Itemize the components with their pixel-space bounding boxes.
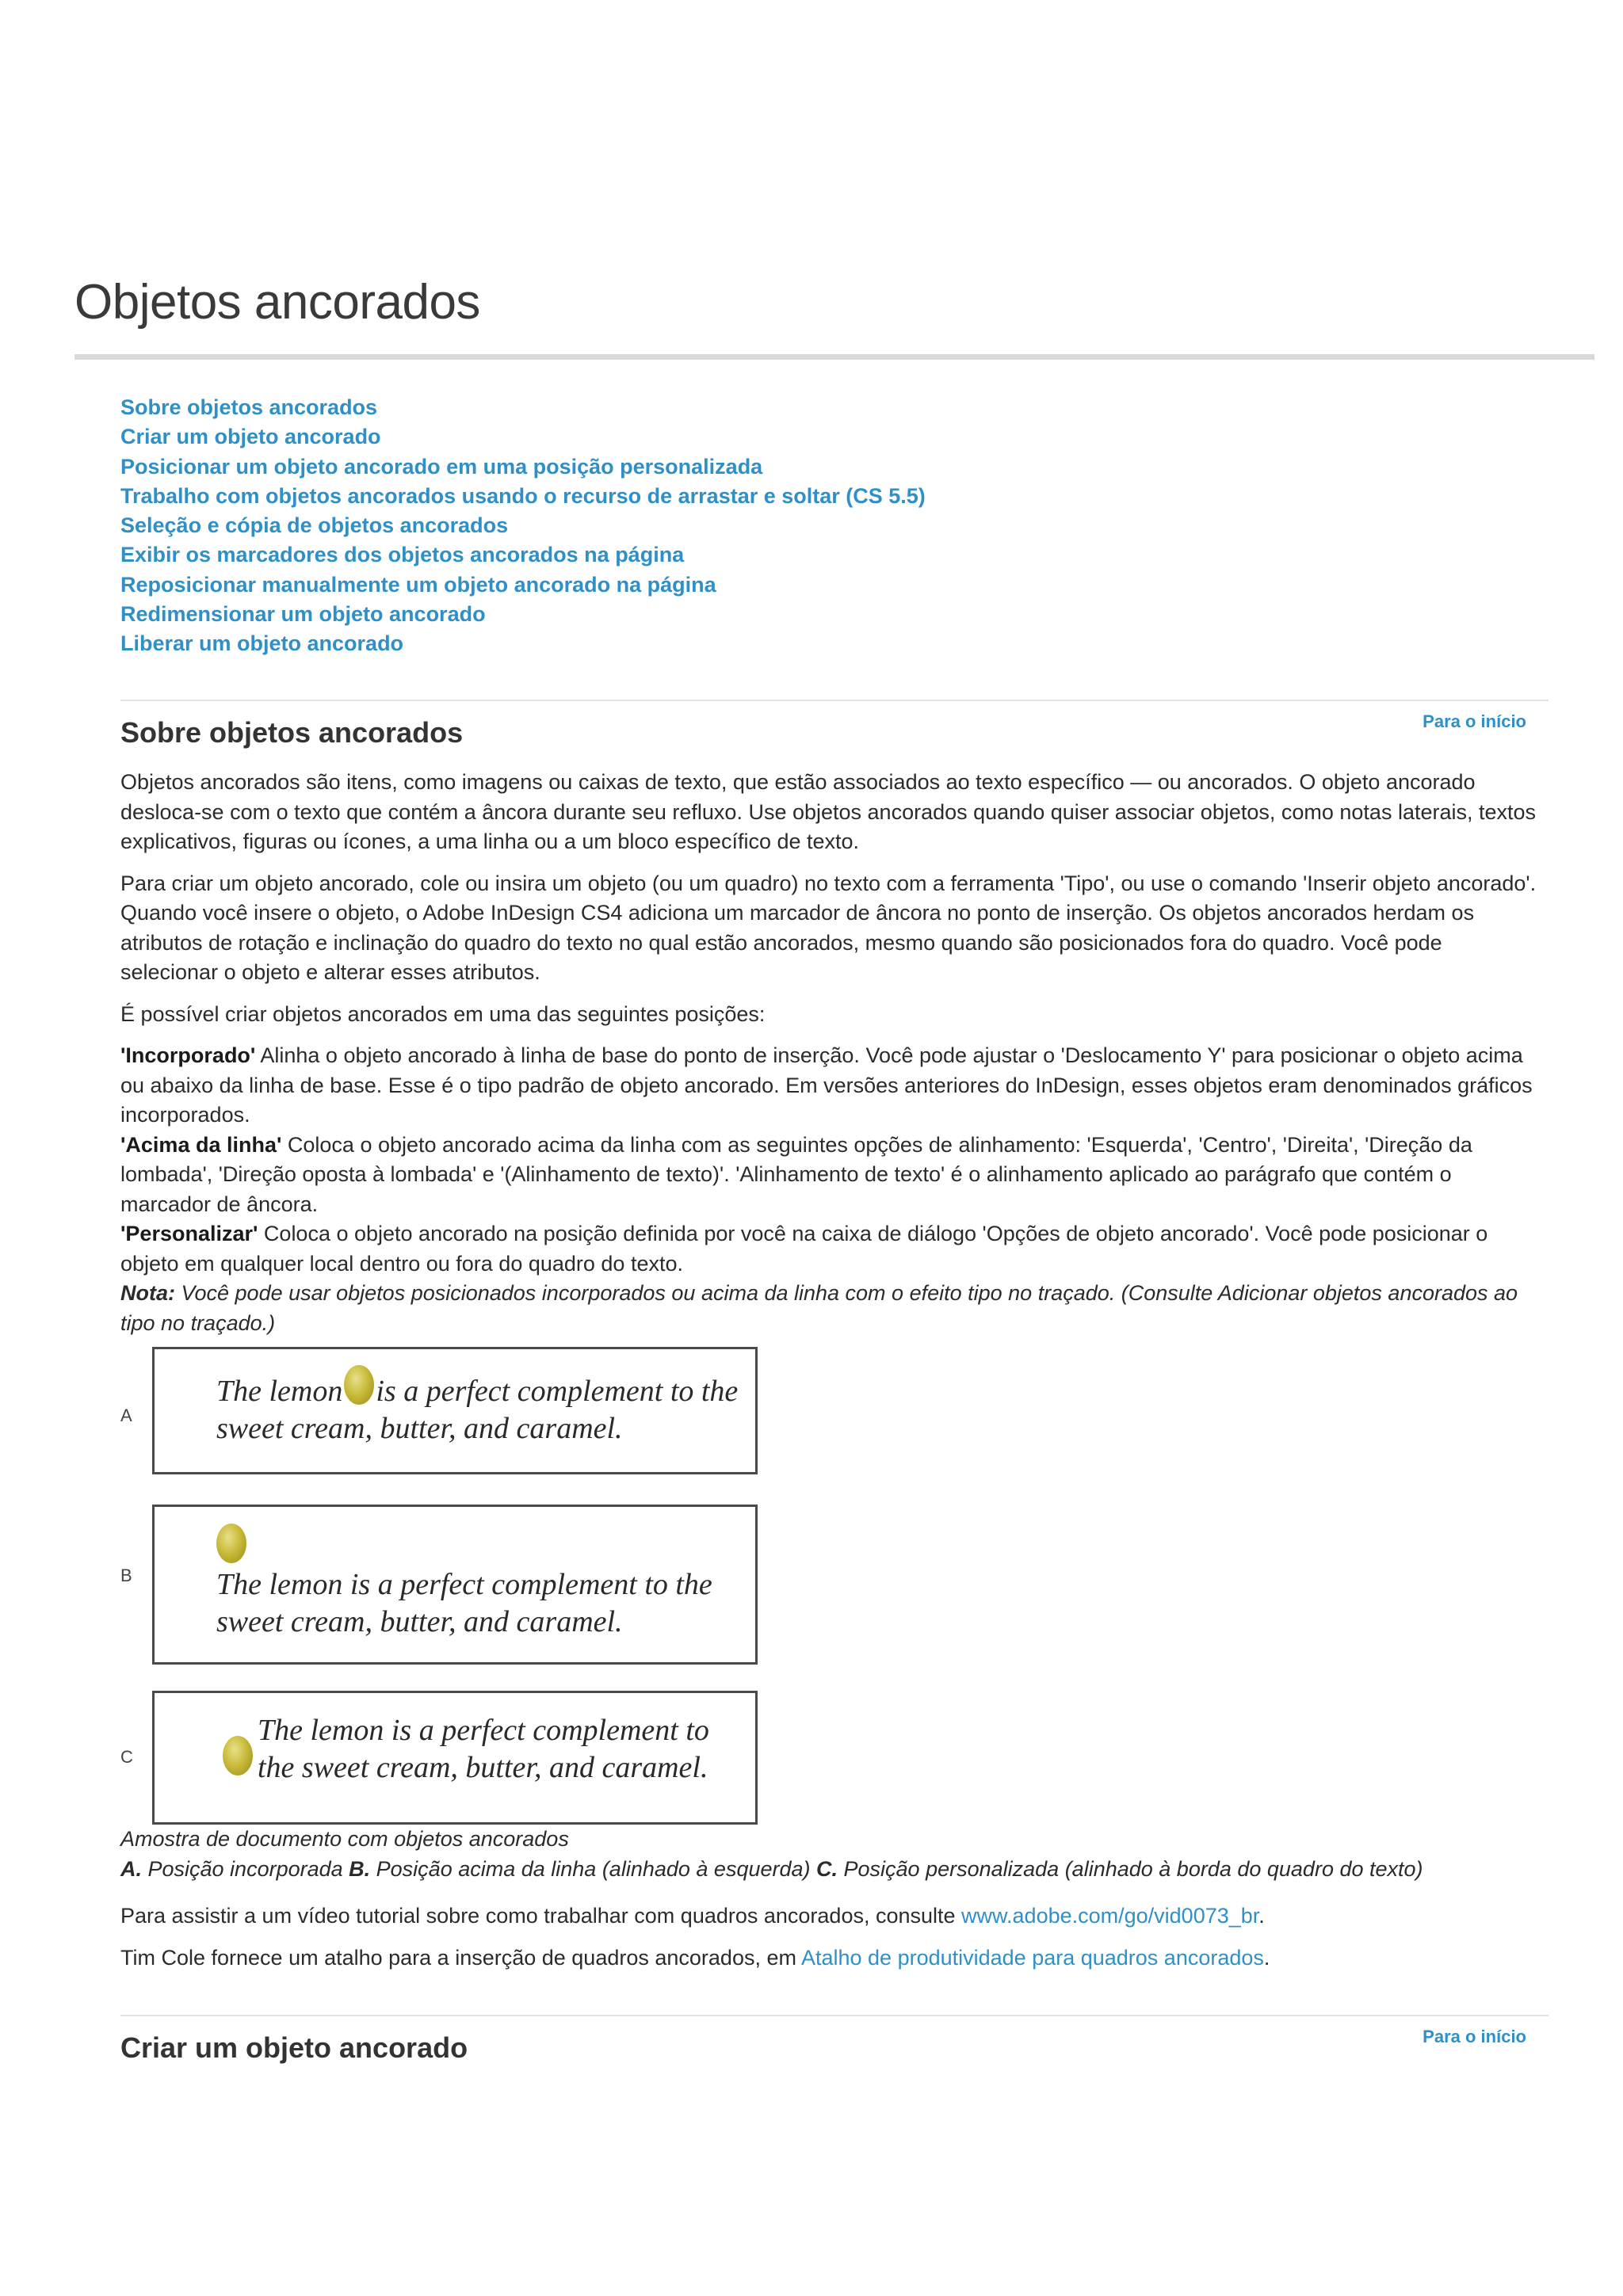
sample-image-b bbox=[152, 1505, 758, 1665]
toc-link-liberar[interactable]: Liberar um objeto ancorado bbox=[120, 631, 404, 656]
caption-text: Posição personalizada (alinhado à borda do quadro do texto) bbox=[838, 1856, 1423, 1881]
paragraph-shortcut: Tim Cole fornece um atalho para a inserção de quadros ancorados, em Atalho de produtividade para quadros ancorados. bbox=[120, 1945, 1270, 1970]
caption-title: Amostra de documento com objetos ancorados bbox=[120, 1827, 569, 1851]
sample-text: The lemon bbox=[216, 1375, 343, 1408]
section-heading-criar: Criar um objeto ancorado bbox=[120, 2031, 468, 2064]
term-definition: Coloca o objeto ancorado acima da linha com as seguintes opções de alinhamento: 'Esquerda', 'Centro', 'Direita', 'Direção da lombada', 'Direção oposta à lombada' e '(Alinhamento de texto)'. 'Alinhamento de texto' é o alinhamento aplicado ao parágrafo que contém o marcador de âncora. bbox=[120, 1132, 1472, 1216]
section-body-links bbox=[120, 1901, 1539, 1973]
paragraph: É possível criar objetos ancorados em uma das seguintes posições: bbox=[120, 1001, 766, 1026]
term-label: 'Personalizar' bbox=[120, 1222, 258, 1245]
caption-key: A. bbox=[120, 1856, 142, 1881]
toc-link-arrastar[interactable]: Trabalho com objetos ancorados usando o recurso de arrastar e soltar (CS 5.5) bbox=[120, 483, 926, 508]
toc-link-posicionar[interactable]: Posicionar um objeto ancorado em uma posição personalizada bbox=[120, 454, 763, 479]
term-label: 'Incorporado' bbox=[120, 1043, 256, 1067]
sample-image-c bbox=[152, 1691, 758, 1825]
title-divider bbox=[74, 354, 1594, 360]
caption-text: Posição incorporada bbox=[142, 1856, 349, 1881]
section-body bbox=[120, 768, 1539, 1338]
lemon-icon bbox=[344, 1365, 374, 1405]
sample-image-a bbox=[152, 1347, 758, 1474]
paragraph: Objetos ancorados são itens, como imagens ou caixas de texto, que estão associados ao texto específico — ou ancorados. O objeto ancorado desloca-se com o texto que contém a âncora durante seu refluxo. Use objetos ancorados quando quiser associar objetos, como notas laterais, textos explicativos, figuras ou ícones, a uma linha ou a um bloco específico de texto. bbox=[120, 770, 1537, 853]
shortcut-link[interactable]: Atalho de produtividade para quadros ancorados bbox=[800, 1945, 1264, 1970]
sample-line bbox=[216, 1373, 755, 1410]
term-definition: Coloca o objeto ancorado na posição definida por você na caixa de diálogo 'Opções de objeto ancorado'. Você pode posicionar o objeto em qualquer local dentro ou fora do quadro do texto. bbox=[120, 1222, 1488, 1276]
toc-link-reposicionar[interactable]: Reposicionar manualmente um objeto ancorado na página bbox=[120, 572, 716, 597]
toc-link-selecao[interactable]: Seleção e cópia de objetos ancorados bbox=[120, 513, 509, 538]
note-label: Nota: bbox=[120, 1281, 175, 1305]
caption-legend bbox=[120, 1855, 1423, 1885]
toc-link-marcadores[interactable]: Exibir os marcadores dos objetos ancorados na página bbox=[120, 543, 685, 567]
note-text: Você pode usar objetos posicionados incorporados ou acima da linha com o efeito tipo no traçado. (Consulte Adicionar objetos ancorados ao tipo no traçado.) bbox=[120, 1281, 1518, 1335]
definition-acima bbox=[120, 1131, 1539, 1220]
figure-caption bbox=[120, 1825, 1423, 1884]
note bbox=[120, 1279, 1539, 1338]
video-tutorial-link[interactable]: www.adobe.com/go/vid0073_br bbox=[961, 1904, 1259, 1928]
term-label: 'Acima da linha' bbox=[120, 1132, 282, 1157]
sample-label-b: B bbox=[120, 1566, 132, 1585]
lemon-icon bbox=[216, 1524, 246, 1563]
sample-line: The lemon is a perfect complement to the bbox=[216, 1568, 712, 1601]
definition-incorporado bbox=[120, 1041, 1539, 1131]
section-heading-sobre: Sobre objetos ancorados bbox=[120, 716, 464, 749]
toc-link-sobre[interactable]: Sobre objetos ancorados bbox=[120, 395, 378, 419]
back-to-top-link[interactable]: Para o início bbox=[1423, 2027, 1526, 2046]
term-definition: Alinha o objeto ancorado à linha de base do ponto de inserção. Você pode ajustar o 'Deslocamento Y' para posicionar o objeto acima ou abaixo da linha de base. Esse é o tipo padrão de objeto ancorado. Em versões anteriores do InDesign, esses objetos eram denominados gráficos incorporados. bbox=[120, 1043, 1533, 1127]
definition-personalizar bbox=[120, 1219, 1539, 1279]
paragraph-video: Para assistir a um vídeo tutorial sobre como trabalhar com quadros ancorados, consulte www.adobe.com/go/vid0073_br. bbox=[120, 1904, 1265, 1928]
caption-key: C. bbox=[816, 1856, 838, 1881]
sample-line: sweet cream, butter, and caramel. bbox=[216, 1412, 623, 1445]
sample-label-c: C bbox=[120, 1747, 133, 1767]
caption-text: Posição acima da linha (alinhado à esquerda) bbox=[370, 1856, 817, 1881]
lemon-icon bbox=[223, 1736, 253, 1775]
toc-link-criar[interactable]: Criar um objeto ancorado bbox=[120, 425, 381, 449]
sample-label-a: A bbox=[120, 1405, 132, 1425]
paragraph: Para criar um objeto ancorado, cole ou insira um objeto (ou um quadro) no texto com a ferramenta 'Tipo', ou use o comando 'Inserir objeto ancorado'. Quando você insere o objeto, o Adobe InDesign CS4 adiciona um marcador de âncora no ponto de inserção. Os objetos ancorados herdam os atributos de rotação e inclinação do quadro do texto no qual estão ancorados, mesmo quando são posicionados fora do quadro. Você pode selecionar o objeto e alterar esses atributos. bbox=[120, 871, 1537, 984]
back-to-top-link[interactable]: Para o início bbox=[1423, 711, 1526, 731]
page-title: Objetos ancorados bbox=[74, 275, 480, 330]
caption-key: B. bbox=[349, 1856, 371, 1881]
section-divider bbox=[120, 700, 1549, 701]
sample-line: The lemon is a perfect complement to bbox=[258, 1714, 709, 1747]
section-divider bbox=[120, 2015, 1549, 2016]
sample-text: is a perfect complement to the bbox=[376, 1375, 739, 1408]
table-of-contents bbox=[120, 393, 926, 659]
sample-line: sweet cream, butter, and caramel. bbox=[216, 1605, 623, 1638]
sample-line: the sweet cream, butter, and caramel. bbox=[258, 1751, 708, 1784]
toc-link-redimensionar[interactable]: Redimensionar um objeto ancorado bbox=[120, 602, 486, 627]
